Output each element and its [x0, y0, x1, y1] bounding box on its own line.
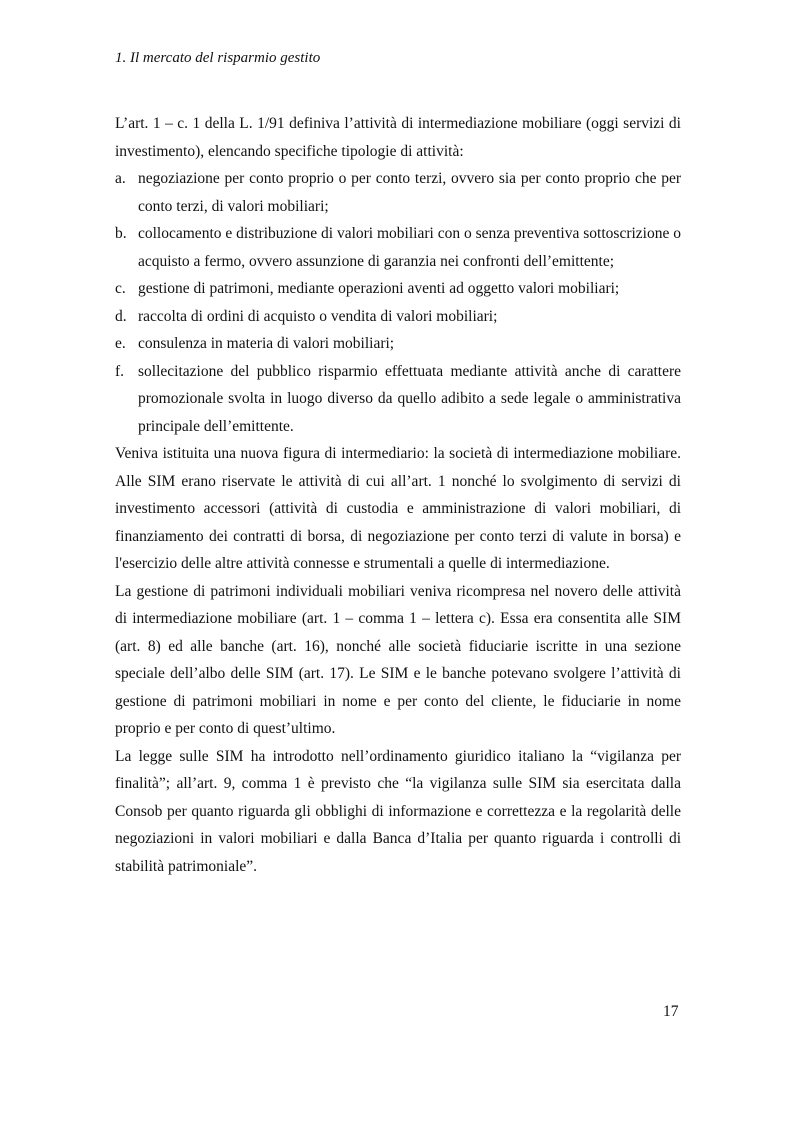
- supervision-paragraph: La legge sulle SIM ha introdotto nell’ordinamento giuridico italiano la “vigilanza per finalità”; all’art. 9, comma 1 è previsto che “la vigilanza sulle SIM sia esercitata dalla Consob per quanto riguarda gli obblighi di informazione e correttezza e la regolarità delle negoziazioni in valori mobiliari e dalla Banca d’Italia per quanto riguarda i controlli di stabilità patrimoniale”.: [115, 747, 681, 875]
- intro-paragraph: L’art. 1 – c. 1 della L. 1/91 definiva l’attività di intermediazione mobiliare (oggi servizi di investimento), elencando specifiche tipologie di attività:: [115, 115, 681, 160]
- list-marker: c.: [115, 280, 126, 297]
- list-item-text: gestione di patrimoni, mediante operazioni aventi ad oggetto valori mobiliari;: [138, 280, 620, 297]
- list-marker: e.: [115, 335, 126, 352]
- list-item-text: raccolta di ordini di acquisto o vendita di valori mobiliari;: [138, 307, 498, 325]
- sim-definition-paragraph: Veniva istituita una nuova figura di intermediario: la società di intermediazione mobiliare. Alle SIM erano riservate le attività di cui all’art. 1 nonché lo svolgimento di servizi di investimento accessori (attività di custodia e amministrazione di valori mobiliari, di finanziamento dei contratti di borsa, di negoziazione per conto terzi di valute in borsa) e l'esercizio delle altre attività connesse e strumentali a quelle di intermediazione.: [115, 445, 681, 572]
- running-header: 1. Il mercato del risparmio gestito: [115, 50, 321, 66]
- list-marker: a.: [115, 170, 126, 187]
- portfolio-management-paragraph: La gestione di patrimoni individuali mobiliari veniva ricompresa nel novero delle attività di intermediazione mobiliare (art. 1 – comma 1 – lettera c). Essa era consentita alle SIM (art. 8) ed alle banche (art. 16), nonché alle società fiduciarie iscritte in una sezione speciale dell’albo delle SIM (art. 17). Le SIM e le banche potevano svolgere l’attività di gestione di patrimoni mobiliari in nome e per conto del cliente, le fiduciarie in nome proprio e per conto di quest’ultimo.: [115, 582, 681, 737]
- list-marker: b.: [115, 225, 127, 242]
- list-item-text: consulenza in materia di valori mobiliari;: [138, 335, 395, 352]
- list-marker: f.: [115, 362, 125, 380]
- list-item: [115, 165, 681, 220]
- list-marker: d.: [115, 307, 127, 325]
- list-item: [115, 303, 681, 331]
- activity-list: [115, 165, 681, 440]
- list-item-text: collocamento e distribuzione di valori mobiliari con o senza preventiva sottoscrizione o acquisto a fermo, ovvero assunzione di garanzia nei confronti dell’emittente;: [138, 225, 681, 270]
- list-item: [115, 275, 681, 303]
- page-number: 17: [663, 1003, 679, 1020]
- page-body: [115, 110, 681, 880]
- list-item-text: sollecitazione del pubblico risparmio effettuata mediante attività anche di carattere promozionale svolta in luogo diverso da quello adibito a sede legale o amministrativa principale dell’emittente.: [138, 362, 681, 435]
- list-item: [115, 220, 681, 275]
- list-item-text: negoziazione per conto proprio o per conto terzi, ovvero sia per conto proprio che per conto terzi, di valori mobiliari;: [138, 170, 681, 215]
- list-item: [115, 358, 681, 441]
- list-item: [115, 330, 681, 358]
